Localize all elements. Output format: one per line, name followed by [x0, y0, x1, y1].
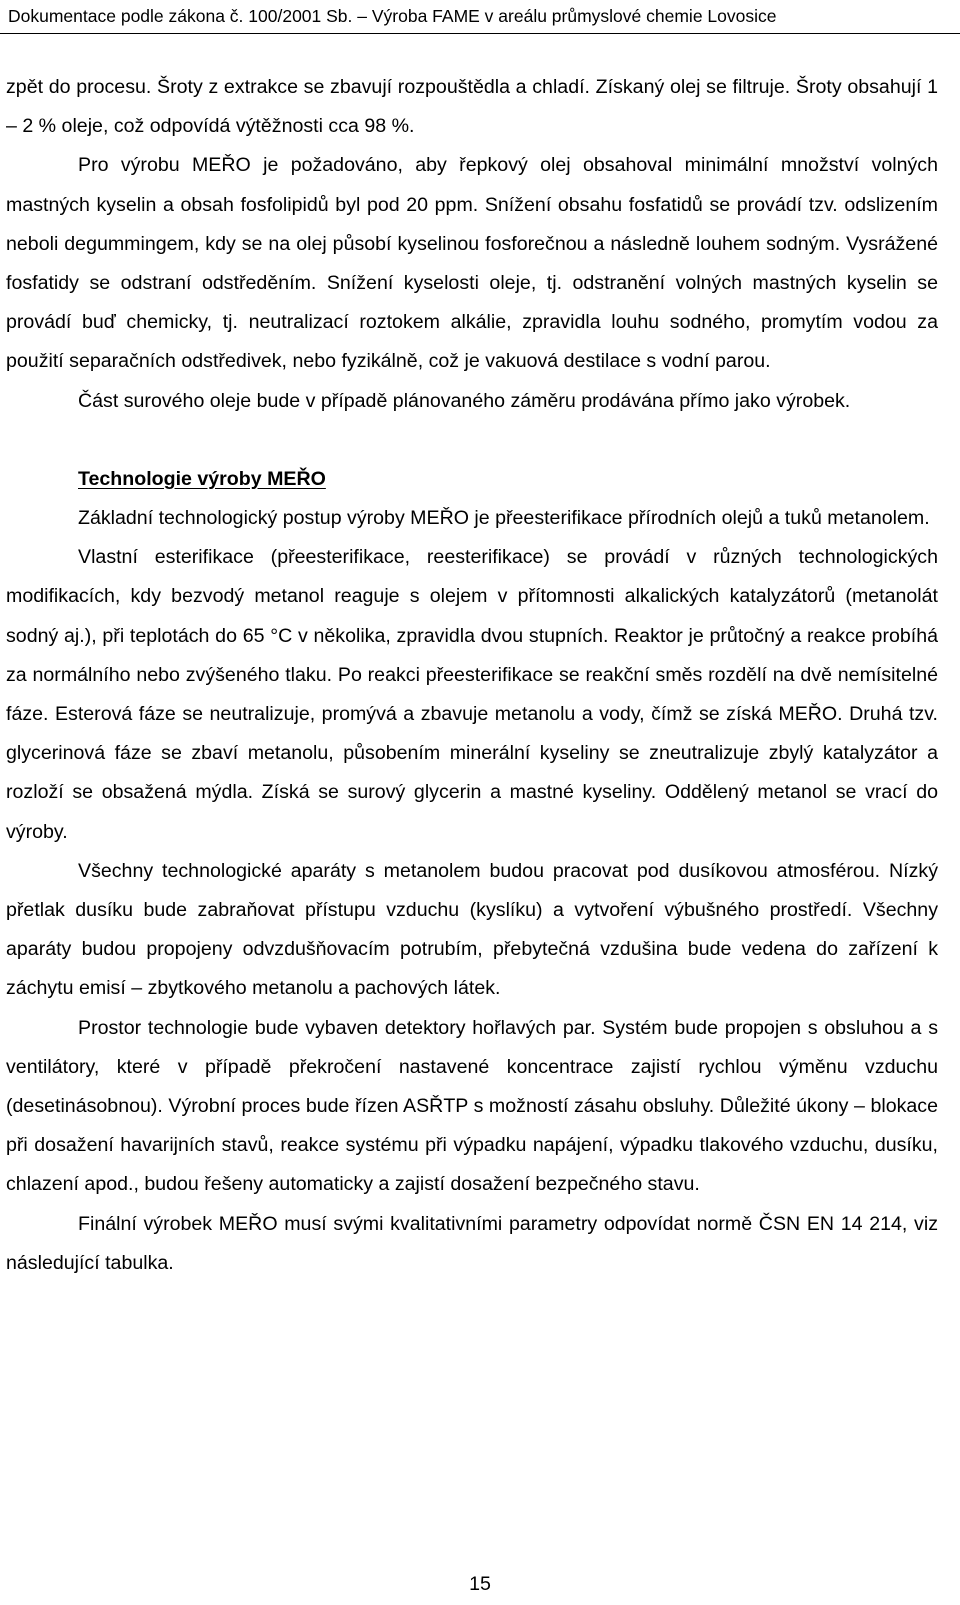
paragraph-safety-control: Prostor technologie bude vybaven detektory hořlavých par. Systém bude propojen s obsluhou a s ventilátory, které v případě překročení nastavené koncentrace zajistí rychlou výměnu vzduchu (desetinásobnou). Výrobní proces bude řízen ASŘTP s možností zásahu obsluhy. Důležité úkony – blokace při dosažení havarijních stavů, reakce systému při výpadku napájení, výpadku tlakového vzduchu, dusíku, chlazení apod., budou řešeny automaticky a zajistí dosažení bezpečného stavu.	[6, 1016, 938, 1196]
paragraph-extraction-end: zpět do procesu. Šroty z extrakce se zbavují rozpouštědla a chladí. Získaný olej se filtruje. Šroty obsahují 1 – 2 % oleje, což odpovídá výtěžnosti cca 98 %.	[6, 76, 938, 138]
section-spacer	[6, 421, 938, 460]
paragraph-basic-process: Základní technologický postup výroby MEŘO je přeesterifikace přírodních olejů a tuků metanolem.	[78, 507, 930, 530]
document-body	[6, 68, 938, 1283]
paragraph-oil-refining: Pro výrobu MEŘO je požadováno, aby řepkový olej obsahoval minimální množství volných mastných kyselin a obsah fosfolipidů byl pod 20 ppm. Snížení obsahu fosfatidů se provádí tzv. odslizením neboli degummingem, kdy se na olej působí kyselinou fosforečnou a následně louhem sodným. Vysrážené fosfatidy se odstraní odstředěním. Snížení kyselosti oleje, tj. odstranění volných mastných kyselin se provádí buď chemicky, tj. neutralizací roztokem alkálie, zpravidla louhu sodného, promytím vodou za použití separačních odstředivek, nebo fyzikálně, což je vakuová destilace s vodní parou.	[6, 154, 938, 373]
page-header	[0, 0, 960, 34]
section-heading-technology: Technologie výroby MEŘO	[78, 467, 326, 490]
page-number: 15	[469, 1573, 491, 1595]
paragraph-esterification: Vlastní esterifikace (přeesterifikace, reesterifikace) se provádí v různých technologických modifikacích, kdy bezvodý metanol reaguje s olejem v přítomnosti alkalických katalyzátorů (metanolát sodný aj.), při teplotách do 65 °C v několika, zpravidla dvou stupních. Reaktor je průtočný a reakce probíhá za normálního nebo zvýšeného tlaku. Po reakci přeesterifikace se reakční směs rozdělí na dvě nemísitelné fáze. Esterová fáze se neutralizuje, promývá a zbavuje metanolu a vody, čímž se získá MEŘO. Druhá tzv. glycerinová fáze se zbaví metanolu, působením minerální kyseliny se zneutralizuje zbylý katalyzátor a rozloží se obsažená mýdla. Získá se surový glycerin a mastné kyseliny. Oddělený metanol se vrací do výroby.	[6, 546, 938, 843]
paragraph-crude-oil-sale: Část surového oleje bude v případě plánovaného záměru prodávána přímo jako výrobek.	[78, 389, 851, 412]
paragraph-final-product: Finální výrobek MEŘO musí svými kvalitativními parametry odpovídat normě ČSN EN 14 214, viz následující tabulka.	[6, 1212, 938, 1274]
paragraph-nitrogen-atmosphere: Všechny technologické aparáty s metanolem budou pracovat pod dusíkovou atmosférou. Nízký přetlak dusíku bude zabraňovat přístupu vzduchu (kyslíku) a vytvoření výbušného prostředí. Všechny aparáty budou propojeny odvzdušňovacím potrubím, přebytečná vzdušina bude vedena do zařízení k záchytu emisí – zbytkového metanolu a pachových látek.	[6, 859, 938, 1000]
header-title: Dokumentace podle zákona č. 100/2001 Sb. – Výroba FAME v areálu průmyslové chemie Lovosice	[8, 6, 777, 26]
